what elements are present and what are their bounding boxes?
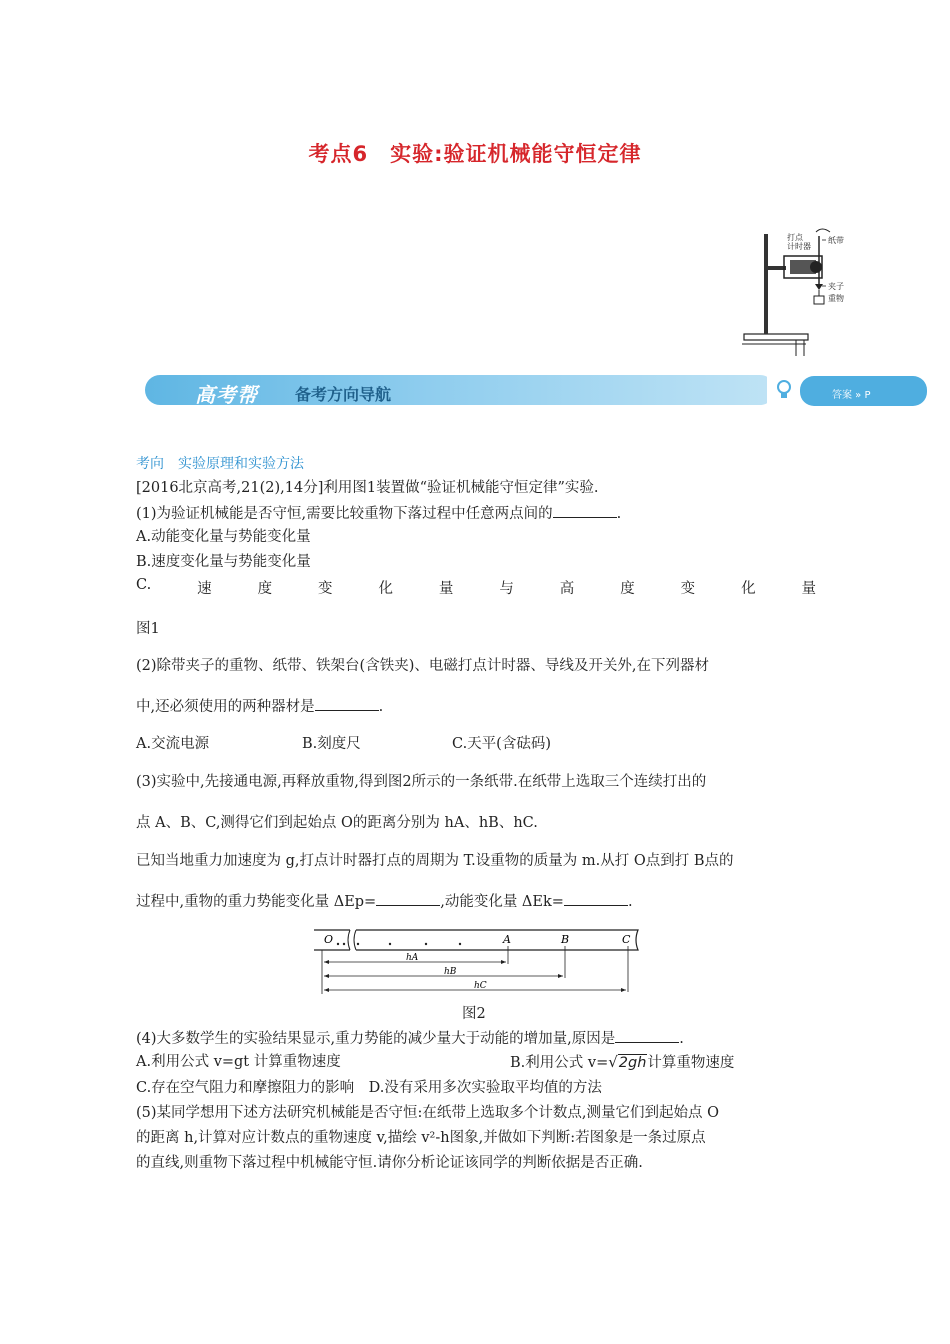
opt-c-char: 量 xyxy=(801,581,816,597)
q5-line2: 的距离 h,计算对应计数点的重物速度 v,描绘 v²-h图象,并做如下判断:若图象是一条过原点 xyxy=(136,1130,706,1146)
answer-blank[interactable] xyxy=(315,696,379,711)
q4-option-cd: C.存在空气阻力和摩擦阻力的影响 D.没有采用多次实验取平均值的方法 xyxy=(136,1080,602,1096)
point-label-o: O xyxy=(324,933,334,946)
q4-stem-text: (4)大多数学生的实验结果显示,重力势能的减少量大于动能的增加量,原因是 xyxy=(136,1031,616,1047)
question-intro: [2016北京高考,21(2),14分]利用图1装置做“验证机械能守恒定律”实验. xyxy=(136,480,599,496)
q1-stem xyxy=(136,503,621,524)
point-label-b: B xyxy=(561,933,570,946)
opt-c-char: 化 xyxy=(741,581,756,597)
q3-line2: 点 A、B、C,测得它们到起始点 O的距离分别为 hA、hB、hC. xyxy=(136,815,538,831)
sqrt-radicand: 2gh xyxy=(618,1055,647,1071)
answer-link[interactable]: 答案 » P xyxy=(832,390,871,401)
q2-option-b: B.刻度尺 xyxy=(302,736,361,752)
q3-line4-end: . xyxy=(627,894,633,910)
dim-label-ha: hA xyxy=(406,953,419,963)
q3-line3: 已知当地重力加速度为 g,打点计时器打点的周期为 T.设重物的质量为 m.从打 O点到打 B点的 xyxy=(136,853,734,869)
opt-c-char: 化 xyxy=(378,581,393,597)
banner-background xyxy=(145,375,775,405)
fig1-label-timer: 打点 计时器 xyxy=(787,233,811,251)
opt-c-char: 速 xyxy=(197,581,212,597)
q1-stem-text: (1)为验证机械能是否守恒,需要比较重物下落过程中任意两点间的 xyxy=(136,506,553,522)
q2-option-a: A.交流电源 xyxy=(136,736,210,752)
q1-end: . xyxy=(616,506,622,522)
q2-line1: (2)除带夹子的重物、纸带、铁架台(含铁夹)、电磁打点计时器、导线及开关外,在下列器材 xyxy=(136,658,709,674)
q4-end: . xyxy=(679,1031,684,1047)
point-label-c: C xyxy=(622,933,631,946)
banner-title: 高考帮 xyxy=(195,383,258,407)
opt-c-char: 度 xyxy=(620,581,635,597)
q3-line1: (3)实验中,先接通电源,再释放重物,得到图2所示的一条纸带.在纸带上选取三个连续打出的 xyxy=(136,774,707,790)
fig1-label-clip: 夹子 xyxy=(828,282,844,291)
banner-subtitle: 备考方向导航 xyxy=(295,385,392,404)
opt-c-char: 变 xyxy=(680,581,696,597)
opt-c-char: 高 xyxy=(559,581,575,597)
sqrt-symbol: √ xyxy=(608,1053,618,1071)
figure1-caption: 图1 xyxy=(136,621,160,637)
q2-line2 xyxy=(136,696,383,717)
lightbulb-icon xyxy=(767,372,801,408)
q5-line1: (5)某同学想用下述方法研究机械能是否守恒:在纸带上选取多个计数点,测量它们到起始点 O xyxy=(136,1105,720,1121)
q4-option-a: A.利用公式 v=gt 计算重物速度 xyxy=(136,1054,341,1070)
answer-blank[interactable] xyxy=(553,503,617,518)
page-title: 考点6 实验:验证机械能守恒定律 xyxy=(308,142,642,166)
answer-blank[interactable] xyxy=(615,1028,679,1043)
q5-line3: 的直线,则重物下落过程中机械能守恒.请你分析论证该同学的判断依据是否正确. xyxy=(136,1155,643,1171)
guide-banner xyxy=(135,372,927,408)
q4-stem xyxy=(136,1028,684,1049)
figure2-tape xyxy=(312,928,648,998)
q3-line4-pre: 过程中,重物的重力势能变化量 ΔEp= xyxy=(136,894,377,910)
figure2-caption: 图2 xyxy=(462,1006,486,1022)
q1-option-c xyxy=(136,577,816,598)
q2-option-c: C.天平(含砝码) xyxy=(452,736,552,752)
fig1-label-tape: 纸带 xyxy=(828,236,844,245)
opt-c-char: 量 xyxy=(438,581,454,597)
fig1-label-weight: 重物 xyxy=(828,294,844,303)
opt-c-char: 变 xyxy=(318,581,333,597)
q1-option-b: B.速度变化量与势能变化量 xyxy=(136,554,311,570)
q4-option-b xyxy=(510,1052,734,1073)
opt-c-char: 与 xyxy=(499,581,514,597)
opt-c-char: C. xyxy=(136,577,152,593)
q3-line4 xyxy=(136,891,633,912)
q2-end: . xyxy=(378,699,384,715)
point-label-a: A xyxy=(503,933,511,946)
answer-blank[interactable] xyxy=(564,891,628,906)
q1-option-a: A.动能变化量与势能变化量 xyxy=(136,529,311,545)
section-heading: 考向 实验原理和实验方法 xyxy=(136,456,304,472)
answer-blank[interactable] xyxy=(376,891,440,906)
dim-label-hc: hC xyxy=(474,981,487,991)
q4-option-b-post: 计算重物速度 xyxy=(647,1055,735,1071)
q2-line2-text: 中,还必须使用的两种器材是 xyxy=(136,699,315,715)
dim-label-hb: hB xyxy=(444,967,457,977)
q3-line4-mid: ,动能变化量 ΔEk= xyxy=(440,894,564,910)
q4-option-b-pre: B.利用公式 v= xyxy=(510,1055,609,1071)
opt-c-char: 度 xyxy=(257,581,273,597)
